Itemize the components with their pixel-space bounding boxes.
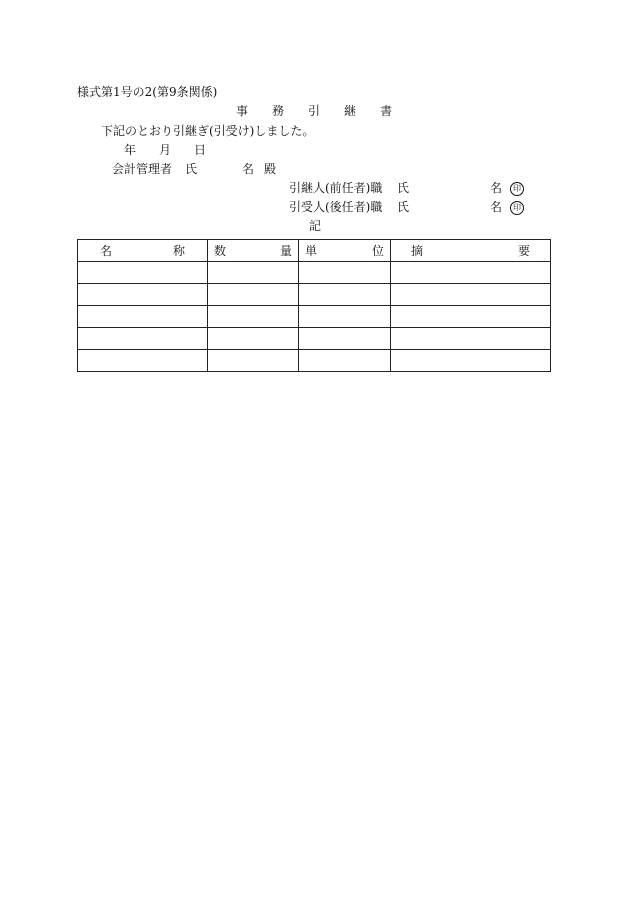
table-row bbox=[78, 262, 551, 284]
table-row bbox=[78, 284, 551, 306]
title-char: 務 bbox=[272, 104, 285, 118]
table-cell[interactable] bbox=[391, 328, 551, 350]
title-char: 書 bbox=[380, 104, 393, 118]
table-header-row bbox=[78, 240, 551, 262]
predecessor-label: 引継人(前任者)職 bbox=[289, 181, 383, 195]
successor-label: 引受人(後任者)職 bbox=[289, 200, 383, 214]
table-row bbox=[78, 350, 551, 372]
table-cell[interactable] bbox=[391, 350, 551, 372]
table-cell[interactable] bbox=[78, 306, 208, 328]
table-cell[interactable] bbox=[208, 284, 299, 306]
predecessor-shi: 氏 bbox=[397, 181, 410, 195]
table-cell[interactable] bbox=[391, 262, 551, 284]
addressee-role: 会計管理者 bbox=[112, 162, 173, 176]
document-title bbox=[236, 104, 392, 118]
addressee-mei: 名 bbox=[242, 162, 255, 176]
table-cell[interactable] bbox=[391, 306, 551, 328]
table-row bbox=[78, 328, 551, 350]
table-cell[interactable] bbox=[208, 262, 299, 284]
successor-mei: 名 印 bbox=[490, 200, 524, 215]
table-cell[interactable] bbox=[208, 350, 299, 372]
seal-icon: 印 bbox=[510, 182, 524, 196]
addressee-shi: 氏 bbox=[185, 162, 198, 176]
header-remarks: 摘 要 bbox=[391, 240, 551, 262]
table-cell[interactable] bbox=[299, 306, 391, 328]
header-unit: 単 位 bbox=[299, 240, 391, 262]
seal-icon: 印 bbox=[510, 201, 524, 215]
table-cell[interactable] bbox=[208, 328, 299, 350]
intro-text: 下記のとおり引継ぎ(引受け)しました。 bbox=[101, 124, 315, 138]
table-cell[interactable] bbox=[78, 262, 208, 284]
table-cell[interactable] bbox=[208, 306, 299, 328]
table-cell[interactable] bbox=[391, 284, 551, 306]
inventory-table bbox=[77, 239, 551, 372]
title-char: 引 bbox=[308, 104, 321, 118]
header-name: 名 称 bbox=[78, 240, 208, 262]
table-cell[interactable] bbox=[299, 328, 391, 350]
table-cell[interactable] bbox=[299, 262, 391, 284]
form-number: 様式第1号の2(第9条関係) bbox=[77, 85, 218, 99]
table-row bbox=[78, 306, 551, 328]
header-quantity: 数 量 bbox=[208, 240, 299, 262]
predecessor-mei: 名 印 bbox=[490, 181, 524, 196]
table-cell[interactable] bbox=[299, 350, 391, 372]
date-year: 年 bbox=[124, 143, 137, 157]
date-day: 日 bbox=[194, 143, 207, 157]
title-char: 継 bbox=[344, 104, 357, 118]
table-cell[interactable] bbox=[299, 284, 391, 306]
ki-label: 記 bbox=[309, 219, 322, 233]
table-cell[interactable] bbox=[78, 350, 208, 372]
table-cell[interactable] bbox=[78, 284, 208, 306]
title-char: 事 bbox=[236, 104, 249, 118]
table-cell[interactable] bbox=[78, 328, 208, 350]
addressee-dono: 殿 bbox=[264, 162, 277, 176]
successor-shi: 氏 bbox=[397, 200, 410, 214]
date-month: 月 bbox=[159, 143, 172, 157]
